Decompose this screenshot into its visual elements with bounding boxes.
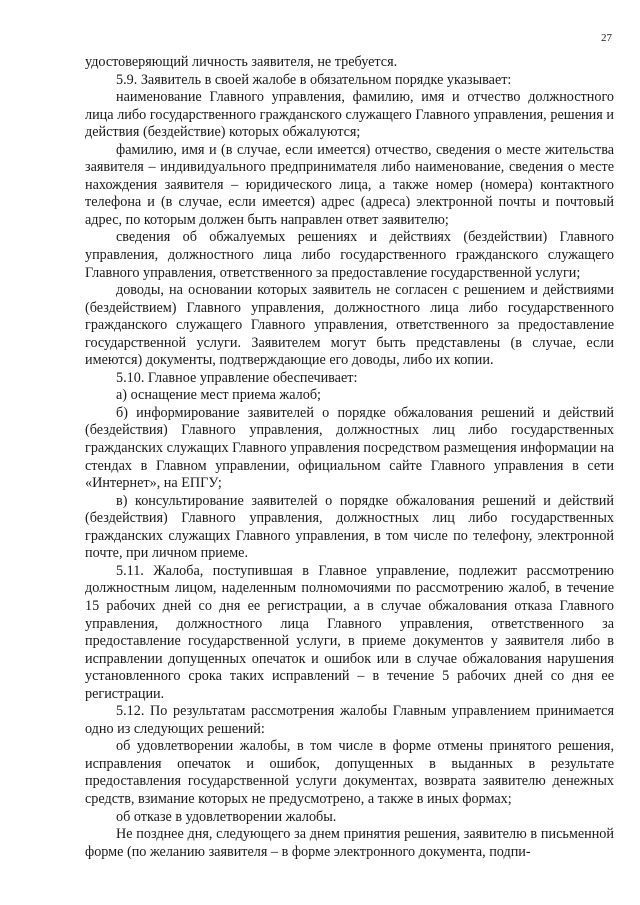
list-item-a: а) оснащение мест приема жалоб; xyxy=(116,387,321,404)
paragraph: удостоверяющий личность заявителя, не требуется. xyxy=(85,54,398,70)
list-item-b: б) информирование заявителей о порядке обжалования решений и действий (бездействия) Главного управления, должностных лиц либо государственных гражданских служащих Главного управления посредством размещения информации на стендах в Главном управлении, официальном сайте Главного управления в сети «Интернет», на ЕПГУ; xyxy=(85,404,614,492)
document-body xyxy=(85,54,614,861)
paragraph: сведения об обжалуемых решениях и действиях (бездействии) Главного управления, должностного лица либо государственного гражданского служащего Главного управления, ответственного за предоставление государственной услуги; xyxy=(85,229,614,281)
paragraph: об отказе в удовлетворении жалобы. xyxy=(116,808,337,825)
paragraph: наименование Главного управления, фамилию, имя и отчество должностного лица либо государственного гражданского служащего Главного управления, решения и действия (бездействие) которых обжалуются; xyxy=(85,89,614,141)
list-item-v: в) консультирование заявителей о порядке обжалования решений и действий (бездействия) Главного управления, должностных лиц либо государственных гражданских служащих Главного управления, в том числе по телефону, электронной почте, при личном приеме. xyxy=(85,492,614,562)
section-heading-5-9: 5.9. Заявитель в своей жалобе в обязательном порядке указывает: xyxy=(116,71,512,88)
section-heading-5-10: 5.10. Главное управление обеспечивает: xyxy=(116,369,358,386)
paragraph: доводы, на основании которых заявитель не согласен с решением и действиями (бездействием) Главного управления, должностного лица либо государственного гражданского служащего Главного управления, ответственного за предоставление государственной услуги. Заявителем могут быть представлены (в случае, если имеются) документы, подтверждающие его доводы, либо их копии. xyxy=(85,282,614,369)
paragraph: фамилию, имя и (в случае, если имеется) отчество, сведения о месте жительства заявителя – индивидуального предпринимателя либо наименование, сведения о месте нахождения заявителя – юридического лица, а также номер (номера) контактного телефона и (в случае, если имеется) адрес (адреса) электронной почты и почтовый адрес, по которым должен быть направлен ответ заявителю; xyxy=(85,141,614,228)
section-5-12: 5.12. По результатам рассмотрения жалобы Главным управлением принимается одно из следующих решений: xyxy=(85,703,614,737)
page-number: 27 xyxy=(601,32,612,44)
paragraph: об удовлетворении жалобы, в том числе в форме отмены принятого решения, исправления опечаток и ошибок, допущенных в выданных в результате предоставления государственной услуги документах, возврата заявителю денежных средств, взимание которых не предусмотрено, а также в иных формах; xyxy=(85,738,614,807)
paragraph: Не позднее дня, следующего за днем принятия решения, заявителю в письменной форме (по желанию заявителя – в форме электронного документа, подпи- xyxy=(85,826,614,860)
section-5-11: 5.11. Жалоба, поступившая в Главное управление, подлежит рассмотрению должностным лицом, наделенным полномочиями по рассмотрению жалоб, в течение 15 рабочих дней со дня ее регистрации, а в случае обжалования отказа Главного управления, должностного лица Главного управления, ответственного за предоставление государственной услуги, в приеме документов у заявителя либо в исправлении допущенных опечаток и ошибок или в случае обжалования нарушения установленного срока таких исправлений – в течение 5 рабочих дней со дня ее регистрации. xyxy=(85,562,614,702)
